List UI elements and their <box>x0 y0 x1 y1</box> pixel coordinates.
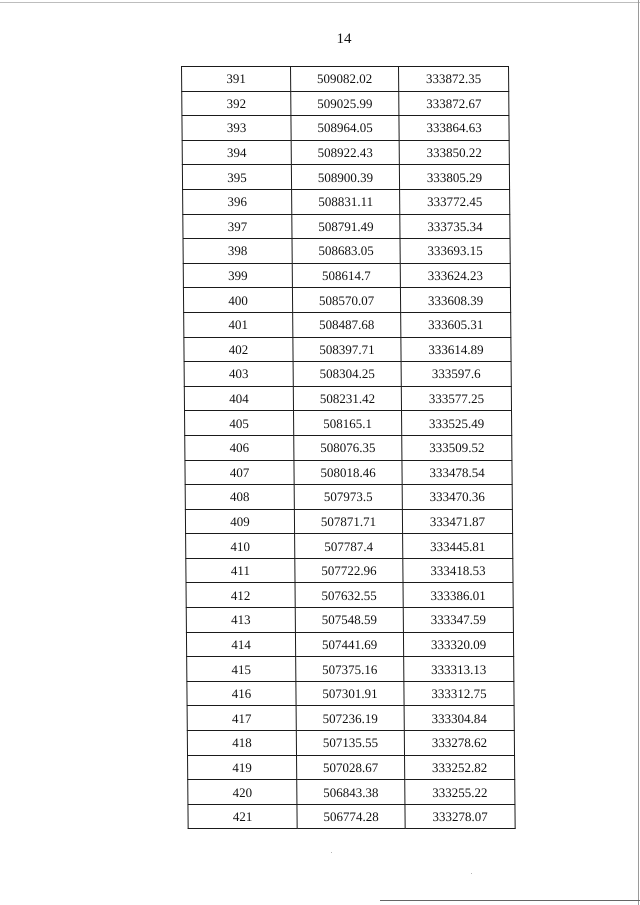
table-row <box>187 681 514 706</box>
coordinates-table-body <box>182 67 516 829</box>
x-coordinate-cell: 509082.02 <box>291 67 399 92</box>
y-coordinate-cell: 333614.89 <box>401 337 511 362</box>
y-coordinate-cell: 333278.07 <box>405 804 515 829</box>
point-number-cell: 404 <box>184 386 293 411</box>
y-coordinate-cell: 333418.53 <box>403 558 513 583</box>
y-coordinate-cell: 333347.59 <box>403 608 513 633</box>
point-number-cell: 403 <box>184 362 293 387</box>
scan-edge-right <box>638 0 639 905</box>
table-row <box>187 706 514 731</box>
point-number-cell: 399 <box>183 263 292 288</box>
x-coordinate-cell: 507236.19 <box>296 706 404 731</box>
point-number-cell: 416 <box>187 681 296 706</box>
point-number-cell: 402 <box>184 337 293 362</box>
scan-speck <box>331 852 332 853</box>
x-coordinate-cell: 508487.68 <box>293 312 401 337</box>
y-coordinate-cell: 333445.81 <box>403 534 513 559</box>
y-coordinate-cell: 333509.52 <box>402 435 512 460</box>
table-row <box>186 558 513 583</box>
table-row <box>187 731 514 756</box>
y-coordinate-cell: 333525.49 <box>402 411 512 436</box>
table-row <box>182 116 509 141</box>
y-coordinate-cell: 333577.25 <box>401 386 511 411</box>
x-coordinate-cell: 508231.42 <box>293 386 401 411</box>
point-number-cell: 415 <box>187 657 296 682</box>
x-coordinate-cell: 508791.49 <box>292 214 400 239</box>
coordinates-table <box>181 66 516 829</box>
y-coordinate-cell: 333872.35 <box>399 67 509 92</box>
point-number-cell: 413 <box>186 608 295 633</box>
point-number-cell: 417 <box>187 706 296 731</box>
point-number-cell: 408 <box>185 485 294 510</box>
table-row <box>184 386 511 411</box>
y-coordinate-cell: 333735.34 <box>400 214 510 239</box>
x-coordinate-cell: 508964.05 <box>291 116 399 141</box>
y-coordinate-cell: 333313.13 <box>404 657 514 682</box>
table-row <box>182 67 509 92</box>
y-coordinate-cell: 333470.36 <box>402 485 512 510</box>
table-row <box>188 755 515 780</box>
point-number-cell: 398 <box>183 239 292 264</box>
table-row <box>187 657 514 682</box>
x-coordinate-cell: 507375.16 <box>296 657 404 682</box>
table-row <box>184 362 511 387</box>
y-coordinate-cell: 333624.23 <box>400 263 510 288</box>
point-number-cell: 397 <box>183 214 292 239</box>
x-coordinate-cell: 507632.55 <box>295 583 403 608</box>
y-coordinate-cell: 333772.45 <box>400 189 510 214</box>
y-coordinate-cell: 333320.09 <box>403 632 513 657</box>
table-row <box>186 583 513 608</box>
x-coordinate-cell: 508900.39 <box>291 165 399 190</box>
x-coordinate-cell: 507548.59 <box>295 608 403 633</box>
y-coordinate-cell: 333864.63 <box>399 116 509 141</box>
point-number-cell: 407 <box>185 460 294 485</box>
x-coordinate-cell: 507028.67 <box>297 755 405 780</box>
table-row <box>186 632 513 657</box>
x-coordinate-cell: 507871.71 <box>294 509 402 534</box>
table-row <box>182 165 509 190</box>
table-row <box>185 460 512 485</box>
page-number: 14 <box>336 31 352 47</box>
table-row <box>185 509 512 534</box>
point-number-cell: 393 <box>182 116 291 141</box>
point-number-cell: 411 <box>186 558 295 583</box>
point-number-cell: 421 <box>188 804 297 829</box>
point-number-cell: 418 <box>187 731 296 756</box>
x-coordinate-cell: 508831.11 <box>292 189 400 214</box>
table-row <box>183 239 510 264</box>
x-coordinate-cell: 507135.55 <box>296 731 404 756</box>
y-coordinate-cell: 333693.15 <box>400 239 510 264</box>
x-coordinate-cell: 508018.46 <box>294 460 402 485</box>
table-row <box>186 608 513 633</box>
y-coordinate-cell: 333386.01 <box>403 583 513 608</box>
table-row <box>183 263 510 288</box>
table-row <box>184 337 511 362</box>
y-coordinate-cell: 333478.54 <box>402 460 512 485</box>
x-coordinate-cell: 508683.05 <box>292 239 400 264</box>
point-number-cell: 401 <box>184 312 293 337</box>
point-number-cell: 410 <box>186 534 295 559</box>
scan-speck <box>471 873 472 874</box>
table-row <box>182 91 509 116</box>
x-coordinate-cell: 507722.96 <box>295 558 403 583</box>
x-coordinate-cell: 506774.28 <box>297 804 405 829</box>
point-number-cell: 420 <box>188 780 297 805</box>
x-coordinate-cell: 508076.35 <box>294 435 402 460</box>
table-row <box>183 189 510 214</box>
point-number-cell: 394 <box>182 140 291 165</box>
x-coordinate-cell: 507301.91 <box>296 681 404 706</box>
point-number-cell: 400 <box>183 288 292 313</box>
y-coordinate-cell: 333312.75 <box>404 681 514 706</box>
point-number-cell: 405 <box>185 411 294 436</box>
y-coordinate-cell: 333605.31 <box>401 312 511 337</box>
scan-edge-bottom <box>380 900 640 901</box>
y-coordinate-cell: 333597.6 <box>401 362 511 387</box>
table-row <box>183 288 510 313</box>
x-coordinate-cell: 508614.7 <box>292 263 400 288</box>
y-coordinate-cell: 333304.84 <box>404 706 514 731</box>
table-row <box>184 312 511 337</box>
x-coordinate-cell: 507441.69 <box>295 632 403 657</box>
point-number-cell: 412 <box>186 583 295 608</box>
x-coordinate-cell: 507787.4 <box>295 534 403 559</box>
point-number-cell: 409 <box>185 509 294 534</box>
point-number-cell: 414 <box>186 632 295 657</box>
point-number-cell: 395 <box>182 165 291 190</box>
table-row <box>185 435 512 460</box>
x-coordinate-cell: 508397.71 <box>293 337 401 362</box>
x-coordinate-cell: 506843.38 <box>297 780 405 805</box>
y-coordinate-cell: 333252.82 <box>405 755 515 780</box>
table-row <box>183 214 510 239</box>
y-coordinate-cell: 333278.62 <box>404 731 514 756</box>
point-number-cell: 396 <box>183 189 292 214</box>
y-coordinate-cell: 333805.29 <box>399 165 509 190</box>
point-number-cell: 391 <box>182 67 291 92</box>
x-coordinate-cell: 509025.99 <box>291 91 399 116</box>
y-coordinate-cell: 333850.22 <box>399 140 509 165</box>
table-row <box>188 804 515 829</box>
table-row <box>185 485 512 510</box>
x-coordinate-cell: 508570.07 <box>292 288 400 313</box>
y-coordinate-cell: 333872.67 <box>399 91 509 116</box>
y-coordinate-cell: 333255.22 <box>405 780 515 805</box>
table-row <box>186 534 513 559</box>
table-row <box>188 780 515 805</box>
x-coordinate-cell: 508922.43 <box>291 140 399 165</box>
point-number-cell: 392 <box>182 91 291 116</box>
y-coordinate-cell: 333471.87 <box>402 509 512 534</box>
point-number-cell: 406 <box>185 435 294 460</box>
table-row <box>185 411 512 436</box>
x-coordinate-cell: 508165.1 <box>294 411 402 436</box>
table-row <box>182 140 509 165</box>
y-coordinate-cell: 333608.39 <box>400 288 510 313</box>
x-coordinate-cell: 507973.5 <box>294 485 402 510</box>
x-coordinate-cell: 508304.25 <box>293 362 401 387</box>
scan-edge-top <box>0 2 640 3</box>
point-number-cell: 419 <box>188 755 297 780</box>
